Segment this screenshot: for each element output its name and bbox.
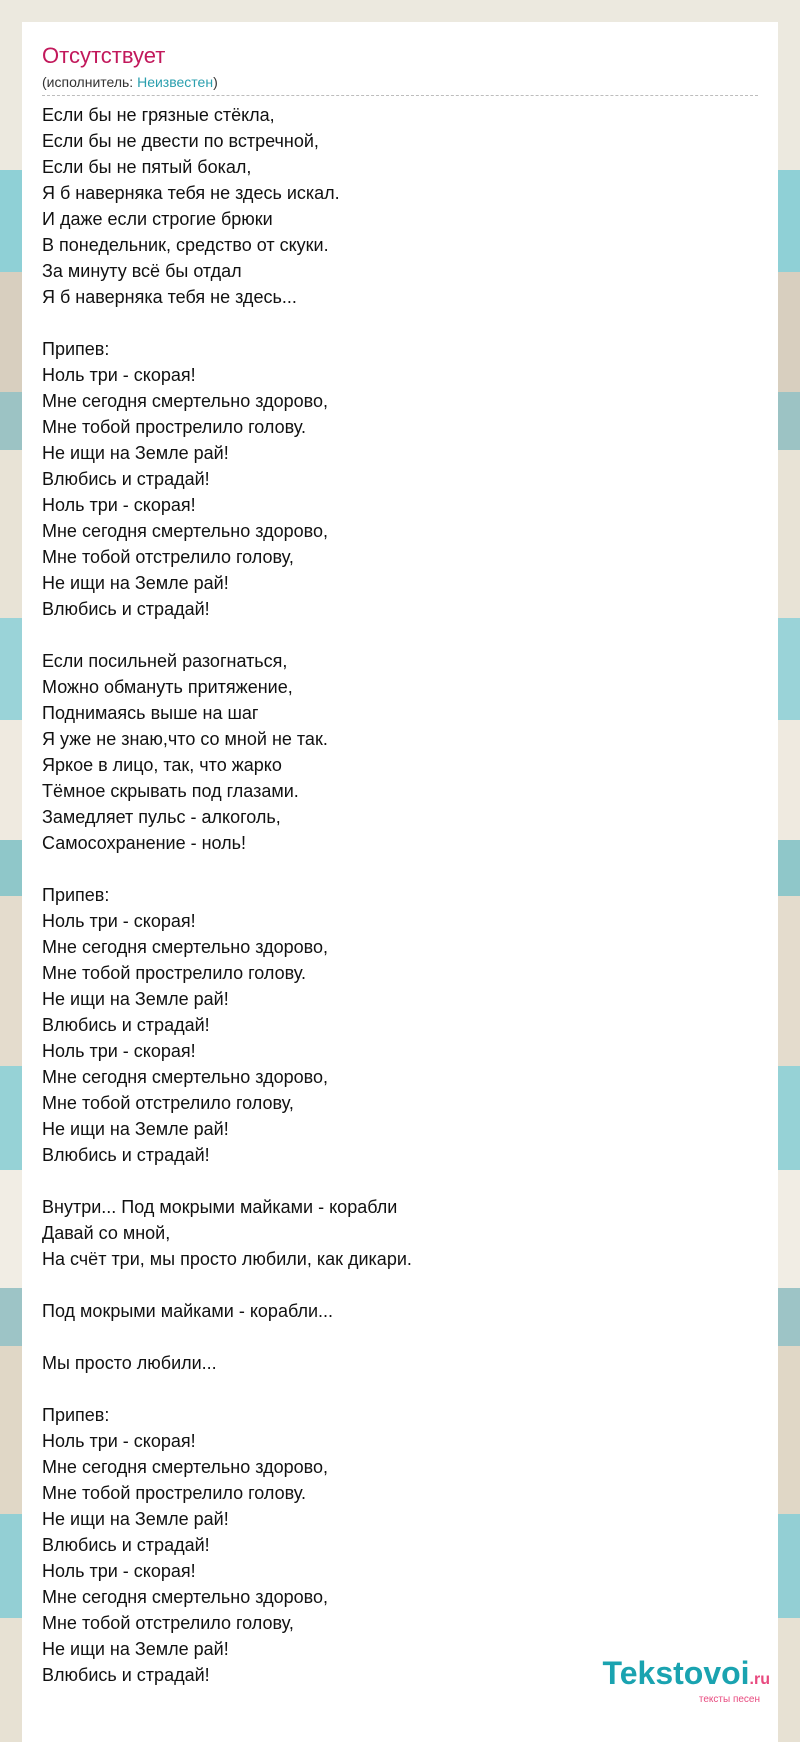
lyrics-line: Если посильней разогнаться, — [42, 651, 288, 671]
lyrics-line: Мы просто любили... — [42, 1353, 217, 1373]
lyrics-line: За минуту всё бы отдал — [42, 261, 242, 281]
song-title: Отсутствует — [42, 43, 166, 68]
lyrics-line: Ноль три - скорая! — [42, 1431, 196, 1451]
lyrics-line: Мне сегодня смертельно здорово, — [42, 391, 328, 411]
lyrics-line: Мне сегодня смертельно здорово, — [42, 1587, 328, 1607]
header-divider — [42, 95, 758, 96]
lyrics-line: Давай со мной, — [42, 1223, 171, 1243]
lyrics-line: Припев: — [42, 339, 110, 359]
lyrics-line: Поднимаясь выше на шаг — [42, 703, 259, 723]
lyrics-line: Мне сегодня смертельно здорово, — [42, 937, 328, 957]
brand-suffix: .ru — [749, 1671, 770, 1688]
lyrics-line: Яркое в лицо, так, что жарко — [42, 755, 282, 775]
lyrics-line: Не ищи на Земле рай! — [42, 1639, 229, 1659]
lyrics-line: Мне тобой прострелило голову. — [42, 963, 306, 983]
lyrics-line: Влюбись и страдай! — [42, 1535, 210, 1555]
lyrics-stanza — [42, 648, 758, 856]
lyrics-stanza — [42, 1402, 758, 1688]
song-header — [42, 42, 758, 96]
lyrics-line: Внутри... Под мокрыми майками - корабли — [42, 1197, 398, 1217]
lyrics-line: Ноль три - скорая! — [42, 1561, 196, 1581]
lyrics-line: Я б наверняка тебя не здесь искал. — [42, 183, 340, 203]
lyrics-line: Я уже не знаю,что со мной не так. — [42, 729, 328, 749]
lyrics-line: Припев: — [42, 1405, 110, 1425]
lyrics-stanza — [42, 1350, 758, 1376]
lyrics-line: Влюбись и страдай! — [42, 469, 210, 489]
lyrics-line: Не ищи на Земле рай! — [42, 573, 229, 593]
lyrics-line: Мне сегодня смертельно здорово, — [42, 1457, 328, 1477]
lyrics-body — [42, 102, 758, 1714]
lyrics-line: Мне тобой прострелило голову. — [42, 417, 306, 437]
lyrics-line: Влюбись и страдай! — [42, 599, 210, 619]
lyrics-line: Припев: — [42, 885, 110, 905]
lyrics-stanza — [42, 1194, 758, 1272]
content-panel — [22, 22, 778, 1742]
artist-suffix: ) — [213, 74, 218, 90]
lyrics-stanza — [42, 102, 758, 310]
lyrics-line: Можно обмануть притяжение, — [42, 677, 293, 697]
lyrics-line: Мне сегодня смертельно здорово, — [42, 521, 328, 541]
lyrics-line: Не ищи на Земле рай! — [42, 1119, 229, 1139]
lyrics-line: Влюбись и страдай! — [42, 1145, 210, 1165]
lyrics-line: Ноль три - скорая! — [42, 495, 196, 515]
lyrics-line: Если бы не двести по встречной, — [42, 131, 319, 151]
lyrics-stanza — [42, 882, 758, 1168]
lyrics-line: Ноль три - скорая! — [42, 911, 196, 931]
artist-prefix: (исполнитель: — [42, 74, 138, 90]
lyrics-line: И даже если строгие брюки — [42, 209, 273, 229]
lyrics-line: Мне тобой отстрелило голову, — [42, 547, 294, 567]
lyrics-line: Тёмное скрывать под глазами. — [42, 781, 299, 801]
lyrics-line: Мне тобой отстрелило голову, — [42, 1613, 294, 1633]
brand-name: Tekstovoi — [602, 1655, 750, 1691]
lyrics-stanza — [42, 336, 758, 622]
lyrics-line: Мне тобой прострелило голову. — [42, 1483, 306, 1503]
lyrics-line: Не ищи на Земле рай! — [42, 1509, 229, 1529]
site-logo[interactable] — [603, 1656, 770, 1705]
lyrics-line: Мне сегодня смертельно здорово, — [42, 1067, 328, 1087]
lyrics-line: Влюбись и страдай! — [42, 1665, 210, 1685]
lyrics-line: Не ищи на Земле рай! — [42, 443, 229, 463]
artist-line — [42, 73, 758, 91]
lyrics-line: Самосохранение - ноль! — [42, 833, 247, 853]
lyrics-line: Мне тобой отстрелило голову, — [42, 1093, 294, 1113]
brand-tagline: тексты песен — [698, 1694, 760, 1705]
lyrics-line: Если бы не грязные стёкла, — [42, 105, 275, 125]
lyrics-line: В понедельник, средство от скуки. — [42, 235, 329, 255]
lyrics-line: Не ищи на Земле рай! — [42, 989, 229, 1009]
lyrics-line: Замедляет пульс - алкоголь, — [42, 807, 281, 827]
lyrics-line: Если бы не пятый бокал, — [42, 157, 252, 177]
lyrics-line: Ноль три - скорая! — [42, 1041, 196, 1061]
lyrics-line: Ноль три - скорая! — [42, 365, 196, 385]
lyrics-line: Влюбись и страдай! — [42, 1015, 210, 1035]
lyrics-line: Под мокрыми майками - корабли... — [42, 1301, 334, 1321]
artist-link[interactable]: Неизвестен — [137, 74, 214, 90]
lyrics-line: На счёт три, мы просто любили, как дикари. — [42, 1249, 412, 1269]
lyrics-line: Я б наверняка тебя не здесь... — [42, 287, 297, 307]
lyrics-stanza — [42, 1298, 758, 1324]
